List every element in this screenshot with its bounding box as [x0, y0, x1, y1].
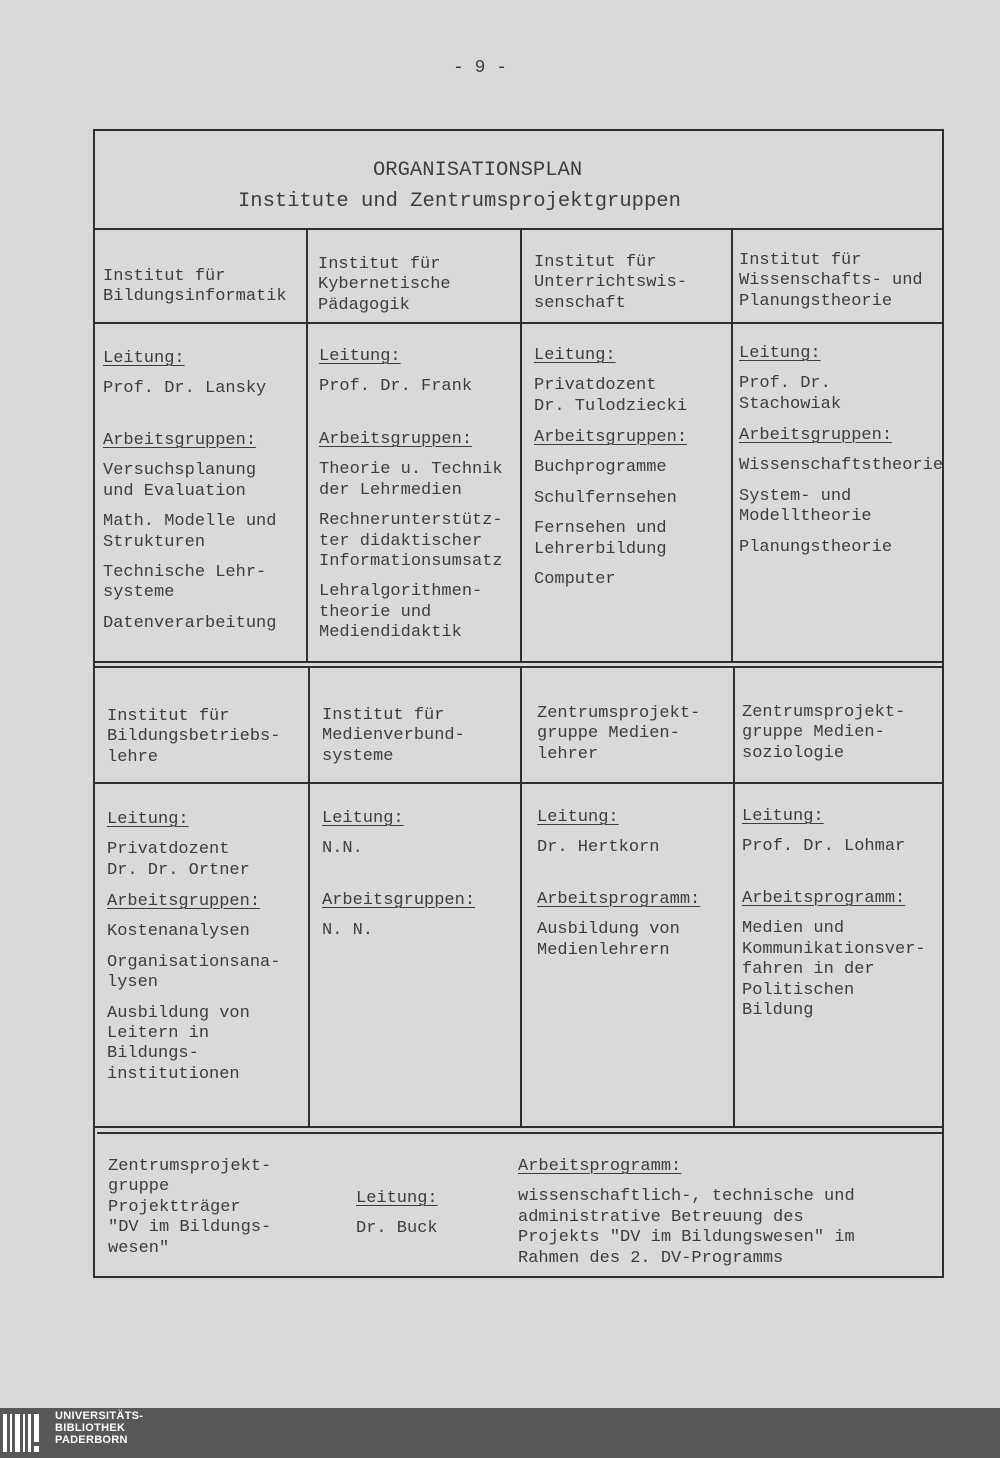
leitung-block — [322, 809, 404, 860]
group-item: Technische Lehr- systeme — [103, 563, 267, 603]
leitung-block — [537, 808, 659, 859]
row2-column-divider-3 — [733, 666, 735, 1127]
program-item: Medien und Kommunikationsver- fahren in der Politischen Bildung — [742, 919, 926, 1021]
institute-name: Institut für Kybernetische Pädagogik — [318, 255, 451, 315]
group-item: Ausbildung von Leitern in Bildungs- institutionen — [107, 1003, 250, 1084]
group-item: N. N. — [322, 921, 374, 941]
group-item: Lehralgorithmen- theorie und Mediendidaktik — [319, 582, 483, 643]
leitung-block — [534, 346, 687, 417]
group-item: Theorie u. Technik der Lehrmedien — [319, 460, 503, 500]
institute-name: Institut für Bildungsbetriebs- lehre — [107, 707, 281, 767]
groups-label: Arbeitsgruppen: — [739, 426, 893, 445]
leitung-name: Prof. Dr. Frank — [319, 377, 473, 397]
group-item: Math. Modelle und Strukturen — [103, 512, 277, 552]
project-group-name: Zentrumsprojekt- gruppe Medien- lehrer — [537, 704, 701, 764]
leitung-name: Dr. Buck — [356, 1219, 438, 1239]
leitung-label: Leitung: — [107, 810, 189, 829]
leitung-name: Privatdozent Dr. Dr. Ortner — [107, 840, 250, 880]
double-rule-lower-a — [93, 1126, 944, 1128]
header-divider — [93, 228, 944, 230]
leitung-block — [742, 807, 905, 858]
header-subtitle: Institute und Zentrumsprojektgruppen — [238, 190, 681, 213]
table-border-top — [93, 129, 944, 131]
leitung-block — [356, 1189, 438, 1240]
group-item: Planungstheorie — [739, 537, 893, 557]
row1-name-divider — [93, 322, 944, 324]
double-rule-lower-b — [97, 1132, 944, 1134]
group-item: Wissenschaftstheorie — [739, 456, 944, 476]
footer-bar — [0, 1408, 1000, 1458]
program-item: Ausbildung von Medienlehrern — [537, 920, 680, 960]
group-item: Buchprogramme — [534, 458, 667, 478]
leitung-label: Leitung: — [739, 344, 821, 363]
group-item: Organisationsana- lysen — [107, 952, 281, 993]
program-text: wissenschaftlich-, technische und administrative Betreuung des Projekts "DV im Bildungswesen" im Rahmen des 2. DV-Programms — [518, 1187, 855, 1268]
leitung-name: Prof. Dr. Stachowiak — [739, 374, 842, 414]
logo-line-2: BIBLIOTHEK — [55, 1422, 126, 1434]
program-label: Arbeitsprogramm: — [518, 1157, 682, 1176]
leitung-block — [107, 810, 250, 881]
group-item: Fernsehen und Lehrerbildung — [534, 519, 667, 559]
groups-block — [319, 430, 503, 654]
groups-block — [107, 892, 280, 1095]
groups-block — [534, 428, 687, 600]
row2-name-divider — [93, 782, 944, 784]
leitung-block — [103, 349, 266, 400]
page-number: - 9 - — [453, 58, 508, 78]
group-item: Computer — [534, 570, 616, 590]
double-rule-upper-b — [93, 666, 944, 668]
groups-block — [739, 426, 943, 568]
program-block — [742, 889, 926, 1031]
group-item: Rechnerunterstütz- ter didaktischer Informationsumsatz — [319, 511, 503, 572]
leitung-name: N.N. — [322, 839, 363, 859]
table-border-bottom — [93, 1276, 944, 1278]
groups-label: Arbeitsgruppen: — [534, 428, 688, 447]
leitung-name: Prof. Dr. Lohmar — [742, 837, 906, 857]
leitung-label: Leitung: — [319, 347, 401, 366]
leitung-label: Leitung: — [742, 807, 824, 826]
institute-name: Institut für Wissenschafts- und Planungstheorie — [739, 251, 923, 311]
leitung-name: Prof. Dr. Lansky — [103, 379, 267, 399]
group-item: System- und Modelltheorie — [739, 486, 872, 527]
leitung-label: Leitung: — [537, 808, 619, 827]
double-rule-upper-a — [93, 661, 944, 663]
project-group-name: Zentrumsprojekt- gruppe Medien- soziologie — [742, 703, 906, 763]
leitung-name: Dr. Hertkorn — [537, 838, 660, 858]
project-sponsor-name: Zentrumsprojekt- gruppe Projektträger "DV im Bildungs- wesen" — [108, 1157, 272, 1258]
program-block — [537, 890, 700, 971]
leitung-name: Privatdozent Dr. Tulodziecki — [534, 376, 688, 416]
groups-label: Arbeitsgruppen: — [319, 430, 473, 449]
program-label: Arbeitsprogramm: — [537, 890, 701, 909]
groups-block — [103, 431, 276, 644]
row2-column-divider-1 — [308, 666, 310, 1127]
institute-name: Institut für Medienverbund- systeme — [322, 706, 465, 766]
library-logo-text — [55, 1410, 143, 1446]
logo-line-3: PADERBORN — [55, 1434, 128, 1446]
group-item: Datenverarbeitung — [103, 613, 277, 633]
row1-column-divider-3 — [731, 228, 733, 662]
row1-column-divider-1 — [306, 228, 308, 662]
groups-label: Arbeitsgruppen: — [107, 892, 261, 911]
leitung-label: Leitung: — [103, 349, 185, 368]
row1-column-divider-2 — [520, 228, 522, 662]
table-border-right — [942, 129, 944, 1278]
leitung-block — [319, 347, 472, 398]
leitung-label: Leitung: — [534, 346, 616, 365]
logo-line-1: UNIVERSITÄTS- — [55, 1410, 144, 1422]
leitung-label: Leitung: — [356, 1189, 438, 1208]
groups-block — [322, 891, 475, 952]
leitung-block — [739, 344, 841, 415]
groups-label: Arbeitsgruppen: — [322, 891, 476, 910]
row2-column-divider-2 — [520, 666, 522, 1127]
institute-name: Institut für Bildungsinformatik — [103, 267, 287, 307]
group-item: Schulfernsehen — [534, 488, 677, 508]
program-label: Arbeitsprogramm: — [742, 889, 906, 908]
institute-name: Institut für Unterrichtswis- senschaft — [534, 253, 688, 313]
table-border-left — [93, 129, 95, 1278]
program-block — [518, 1157, 855, 1269]
library-logo-icon — [2, 1412, 46, 1454]
groups-label: Arbeitsgruppen: — [103, 431, 257, 450]
group-item: Versuchsplanung und Evaluation — [103, 461, 257, 501]
group-item: Kostenanalysen — [107, 922, 250, 942]
leitung-label: Leitung: — [322, 809, 404, 828]
header-title: ORGANISATIONSPLAN — [373, 159, 583, 182]
